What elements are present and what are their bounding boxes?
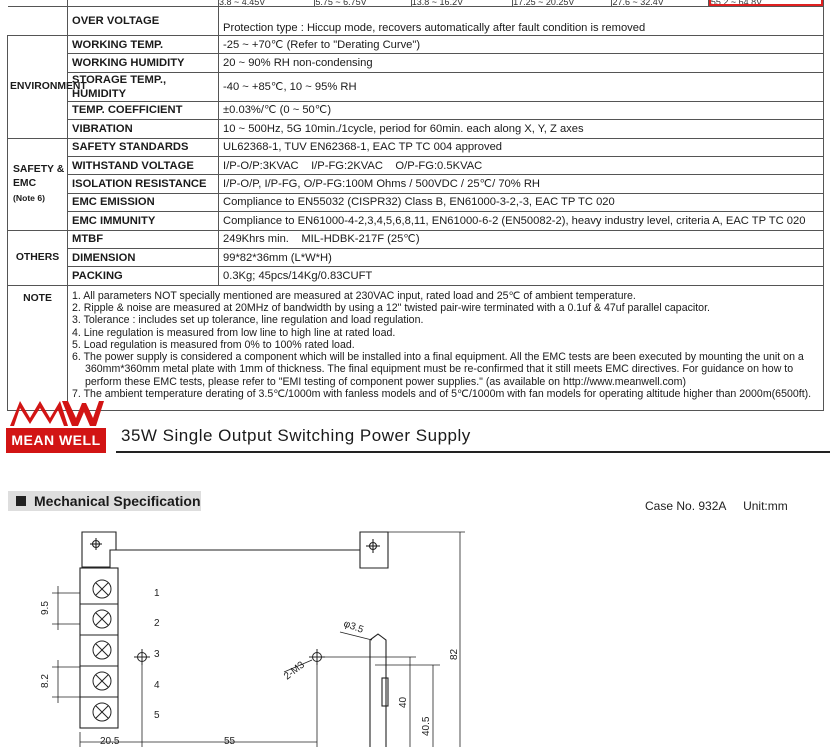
top-strip-cell: 13.8 ~ 16.2V bbox=[412, 0, 513, 6]
mechanical-spec-heading bbox=[8, 491, 201, 511]
others-value: 0.3Kg; 45pcs/14Kg/0.83CUFT bbox=[219, 267, 824, 285]
safety-value: Compliance to EN55032 (CISPR32) Class B, EN61000-3-2,-3, EAC TP TC 020 bbox=[219, 193, 824, 211]
safety-row bbox=[8, 156, 824, 174]
env-row bbox=[8, 120, 824, 138]
over-voltage-label: OVER VOLTAGE bbox=[68, 7, 219, 36]
dim-pitch-bottom: 8.2 bbox=[40, 674, 51, 688]
terminal-number: 1 bbox=[154, 588, 160, 599]
env-row bbox=[8, 72, 824, 101]
env-label: STORAGE TEMP., HUMIDITY bbox=[68, 72, 219, 101]
top-strip-values bbox=[219, 0, 824, 7]
env-row bbox=[8, 101, 824, 119]
dim-40-5: 40.5 bbox=[421, 716, 432, 736]
dim-55: 55 bbox=[224, 736, 236, 747]
others-label: DIMENSION bbox=[68, 248, 219, 266]
square-bullet-icon bbox=[16, 496, 26, 506]
safety-group-line1: SAFETY & bbox=[13, 164, 65, 176]
safety-value: UL62368-1, TUV EN62368-1, EAC TP TC 004 approved bbox=[219, 138, 824, 156]
safety-row bbox=[8, 212, 824, 230]
title-rule bbox=[116, 451, 830, 453]
env-label: WORKING TEMP. bbox=[68, 36, 219, 54]
note-item: 5. Load regulation is measured from 0% to 100% rated load. bbox=[72, 338, 355, 351]
safety-row bbox=[8, 175, 824, 193]
mw-logo-mark bbox=[6, 398, 106, 428]
dim-40: 40 bbox=[398, 696, 409, 708]
others-label: PACKING bbox=[68, 267, 219, 285]
safety-label: WITHSTAND VOLTAGE bbox=[68, 156, 219, 174]
env-value: 10 ~ 500Hz, 5G 10min./1cycle, period for 60min. each along X, Y, Z axes bbox=[219, 120, 824, 138]
environment-group-label: ENVIRONMENT bbox=[8, 36, 68, 139]
dim-hole-diameter: φ3.5 bbox=[341, 618, 365, 636]
others-row bbox=[8, 248, 824, 266]
case-info bbox=[645, 499, 788, 513]
top-strip-cell: 3.8 ~ 4.45V bbox=[219, 0, 315, 6]
top-strip-cell: 55.2 ~ 64.8V bbox=[709, 0, 823, 6]
safety-group-note: (Note 6) bbox=[13, 193, 45, 204]
mechanical-spec-title: Mechanical Specification bbox=[34, 493, 201, 509]
dim-pitch-top: 9.5 bbox=[40, 601, 51, 615]
mean-well-logo bbox=[6, 398, 106, 454]
others-value: 249Khrs min. MIL-HDBK-217F (25℃) bbox=[219, 230, 824, 248]
env-row bbox=[8, 36, 824, 54]
unit-label: Unit:mm bbox=[743, 499, 788, 513]
safety-group-line2: EMC bbox=[13, 178, 37, 190]
others-label: MTBF bbox=[68, 230, 219, 248]
env-value: -40 ~ +85℃, 10 ~ 95% RH bbox=[219, 72, 824, 101]
safety-row bbox=[8, 193, 824, 211]
env-row bbox=[8, 54, 824, 72]
env-label: VIBRATION bbox=[68, 120, 219, 138]
safety-group-label bbox=[8, 138, 68, 230]
dim-height: 82 bbox=[449, 648, 460, 660]
safety-label: SAFETY STANDARDS bbox=[68, 138, 219, 156]
note-item: 6. The power supply is considered a component which will be installed into a final equipment. All the EMC tests are been executed by mounting the unit on a 360mm*360mm metal plate with 1mm of thickness. The final equipment must be re-confirmed that it still meets EMC directives. For guidance on how to perform these EMC tests, please refer to "EMI testing of component power supplies." (as available on http://www.meanwell.com) bbox=[72, 351, 804, 388]
spec-table bbox=[7, 0, 824, 411]
safety-value: I/P-O/P:3KVAC I/P-FG:2KVAC O/P-FG:0.5KVAC bbox=[219, 156, 824, 174]
safety-label: EMC IMMUNITY bbox=[68, 212, 219, 230]
top-strip-cell: 17.25 ~ 20.25V bbox=[513, 0, 612, 6]
logo-wordmark: MEAN WELL bbox=[6, 428, 106, 453]
top-strip-cell: 5.75 ~ 6.75V bbox=[315, 0, 411, 6]
dim-screw: 2-M3 bbox=[282, 659, 307, 683]
note-item: 4. Line regulation is measured from low line to high line at rated load. bbox=[72, 326, 396, 339]
mechanical-drawing bbox=[0, 520, 830, 747]
env-value: ±0.03%/℃ (0 ~ 50℃) bbox=[219, 101, 824, 119]
case-number: Case No. 932A bbox=[645, 499, 726, 513]
over-voltage-row bbox=[8, 7, 824, 36]
others-value: 99*82*36mm (L*W*H) bbox=[219, 248, 824, 266]
env-label: TEMP. COEFFICIENT bbox=[68, 101, 219, 119]
terminal-number: 2 bbox=[154, 618, 160, 629]
others-row bbox=[8, 267, 824, 285]
env-value: -25 ~ +70℃ (Refer to "Derating Curve") bbox=[219, 36, 824, 54]
top-strip-cell: 27.6 ~ 32.4V bbox=[612, 0, 708, 6]
terminal-number: 4 bbox=[154, 680, 160, 691]
others-group-label: OTHERS bbox=[8, 230, 68, 285]
safety-label: EMC EMISSION bbox=[68, 193, 219, 211]
note-item: 1. All parameters NOT specially mentioned are measured at 230VAC input, rated load and 25℃ of ambient temperature. bbox=[72, 289, 636, 302]
env-label: WORKING HUMIDITY bbox=[68, 54, 219, 72]
env-value: 20 ~ 90% RH non-condensing bbox=[219, 54, 824, 72]
over-voltage-protection: Protection type : Hiccup mode, recovers automatically after fault condition is removed bbox=[219, 7, 824, 36]
note-item: 7. The ambient temperature derating of 3.5℃/1000m with fanless models and of 5℃/1000m with fan models for operating altitude higher than 2000m(6500ft). bbox=[72, 388, 812, 401]
terminal-number: 3 bbox=[154, 649, 160, 660]
dim-20-5: 20.5 bbox=[100, 736, 120, 747]
product-title: 35W Single Output Switching Power Supply bbox=[121, 426, 471, 445]
note-list bbox=[72, 290, 821, 401]
note-item: 3. Tolerance : includes set up tolerance, line regulation and load regulation. bbox=[72, 314, 424, 327]
terminal-number: 5 bbox=[154, 710, 160, 721]
safety-label: ISOLATION RESISTANCE bbox=[68, 175, 219, 193]
note-label: NOTE bbox=[8, 285, 68, 410]
safety-value: I/P-O/P, I/P-FG, O/P-FG:100M Ohms / 500VDC / 25℃/ 70% RH bbox=[219, 175, 824, 193]
note-content bbox=[68, 285, 824, 410]
note-item: 2. Ripple & noise are measured at 20MHz of bandwidth by using a 12" twisted pair-wire terminated with a 0.1uf & 47uf parallel capacitor. bbox=[72, 301, 710, 314]
note-row bbox=[8, 285, 824, 410]
safety-row bbox=[8, 138, 824, 156]
others-row bbox=[8, 230, 824, 248]
safety-value: Compliance to EN61000-4-2,3,4,5,6,8,11, EN61000-6-2 (EN50082-2), heavy industry level, criteria A, EAC TP TC 020 bbox=[219, 212, 824, 230]
